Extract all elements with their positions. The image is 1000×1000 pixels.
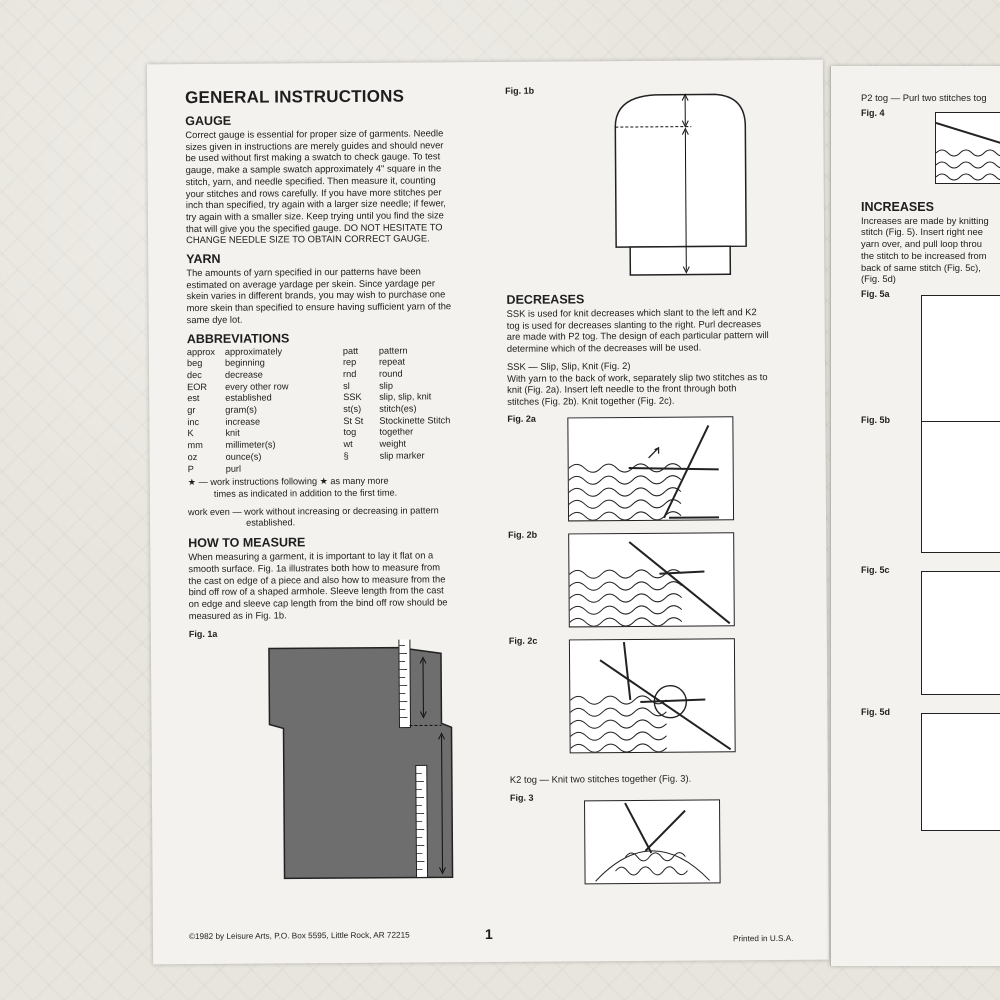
text-line: more skein than specified to ensure having sufficient yarn of the [186, 300, 452, 314]
needles [628, 425, 719, 518]
needles [600, 641, 731, 750]
increases-heading: INCREASES [861, 199, 934, 214]
text-line: stitches (Fig. 2b). Knit together (Fig. 2c). [507, 394, 675, 407]
abbreviation-meaning: increase [225, 416, 261, 427]
abbreviation-abbr: oz [187, 451, 198, 462]
abbreviation-meaning: slip [379, 380, 393, 391]
work-even-line: work even — work without increasing or decreasing in pattern [187, 505, 439, 517]
fig-4-illustration [935, 112, 1000, 184]
needles [625, 803, 685, 853]
gauge-heading: GAUGE [185, 113, 232, 129]
abbreviation-abbr: St St [343, 415, 364, 426]
footer-copyright: ©1982 by Leisure Arts, P.O. Box 5595, Little Rock, AR 72215 [188, 930, 410, 942]
abbreviation-abbr: approx [186, 346, 216, 357]
p2tog-text: P2 tog — Purl two stitches tog [861, 92, 987, 103]
star-note-line: times as indicated in addition to the first time. [213, 487, 398, 499]
fig-5d-illustration [921, 713, 1000, 831]
booklet-page-left [147, 60, 829, 965]
abbreviation-abbr: beg [186, 358, 203, 369]
work-even-note [188, 505, 488, 531]
abbreviation-meaning [380, 462, 488, 474]
abbreviation-meaning: purl [225, 463, 242, 474]
abbreviation-abbr: dec [187, 369, 202, 381]
page-title: GENERAL INSTRUCTIONS [185, 86, 405, 108]
abbreviation-abbr: inc [187, 416, 200, 427]
abbreviation-abbr [344, 462, 380, 474]
text-line: the cast on edge of a piece and also how to measure from the [188, 572, 446, 586]
stitch-rows [569, 463, 681, 520]
fig-4-label: Fig. 4 [861, 107, 885, 118]
text-line: bind off row of a shaped armhole. Sleeve length from the cast [188, 584, 444, 598]
fig-5b-label: Fig. 5b [861, 414, 890, 425]
abbreviation-abbr: est [187, 393, 200, 404]
gauge-paragraph [185, 127, 486, 246]
yarn-heading: YARN [186, 251, 221, 267]
fabric-edge [595, 851, 709, 882]
text-line: The amounts of yarn specified in our patterns have been [186, 265, 421, 279]
abbreviation-abbr: rnd [342, 368, 357, 379]
text-line: inch than specified, try again with a larger size needle; if fewer, [185, 197, 446, 211]
stitch-rows [569, 569, 681, 626]
fig-2c-label: Fig. 2c [508, 635, 538, 646]
k2tog-text: K2 tog — Knit two stitches together (Fig. 3). [509, 772, 692, 785]
abbreviation-meaning: slip, slip, knit [379, 391, 432, 403]
abbreviation-meaning: Stockinette Stitch [379, 415, 451, 426]
star-note-line: ★ — work instructions following ★ as many more [187, 475, 389, 488]
text-line: When measuring a garment, it is important to lay it flat on a [188, 549, 434, 563]
fig-1a-body-diagram [229, 639, 481, 881]
abbreviation-meaning: every other row [225, 381, 289, 392]
text-line: yarn over, and pull loop throu [861, 238, 982, 250]
text-line: measured as in Fig. 1b. [188, 609, 287, 621]
text-line: knit (Fig. 2a). Insert left needle to the front through both [507, 382, 737, 396]
abbreviation-meaning: beginning [224, 357, 265, 369]
fig-1a-label: Fig. 1a [188, 629, 218, 640]
abbreviation-meaning: repeat [378, 356, 406, 368]
text-line: back of same stitch (Fig. 5c), [861, 261, 981, 273]
abbreviation-abbr: tog [343, 427, 357, 438]
fig-5d-label: Fig. 5d [861, 706, 890, 717]
how-to-measure-heading: HOW TO MEASURE [188, 535, 306, 551]
text-line: your stitches and rows carefully. If you have more stitches per [185, 185, 442, 199]
abbreviation-abbr: SSK [343, 392, 362, 403]
text-line: the stitch to be increased from [861, 249, 987, 261]
text-line: skein varies in different brands, you may wish to purchase one [186, 288, 446, 302]
abbreviations-table [187, 345, 488, 476]
text-line: stitch, yarn, and needle specified. Then measure it, counting [185, 174, 436, 187]
text-line: SSK — Slip, Slip, Knit (Fig. 2) [506, 359, 631, 372]
fig-5c-label: Fig. 5c [861, 564, 890, 575]
fig-2c-illustration [569, 638, 736, 753]
abbreviation-abbr: st(s) [343, 403, 362, 415]
text-line: try again with a smaller size. Keep trying until you find the size [185, 209, 444, 223]
fig-1b-label: Fig. 1b [505, 85, 535, 96]
right-page-column [861, 92, 1000, 831]
text-line: sizes given in instructions are merely guides and should never [185, 139, 444, 152]
fig-5c-illustration [921, 571, 1000, 695]
stitch-rows [570, 695, 666, 752]
booklet-page-right [830, 66, 1000, 966]
text-line: on edge and sleeve cap length from the bind off row should be [188, 596, 448, 609]
abbreviation-meaning: together [379, 426, 414, 438]
decreases-heading: DECREASES [506, 292, 585, 307]
purl-stitches-4 [936, 113, 1000, 183]
text-line: that will give you the specified gauge. DO NOT HESITATE TO [185, 220, 443, 234]
work-even-line: established. [246, 517, 296, 529]
text-line: gauge, make a sample swatch approximately 4" square in the [185, 162, 442, 176]
abbreviation-meaning: pattern [378, 345, 408, 356]
abbreviation-abbr: gr [187, 405, 196, 416]
abbreviations-heading: ABBREVIATIONS [186, 330, 290, 346]
text-line: estimated on average yardage per skein. Since yardage per [186, 277, 436, 290]
decreases-paragraph [507, 306, 807, 355]
abbreviation-meaning: ounce(s) [225, 451, 262, 462]
text-line: smooth surface. Fig. 1a illustrates both how to measure from [188, 561, 441, 574]
sleeve-cuff [630, 246, 730, 275]
abbreviation-abbr: EOR [187, 381, 208, 392]
fig-2a-label: Fig. 2a [507, 413, 536, 424]
fig-3-label: Fig. 3 [509, 793, 534, 804]
abbreviation-meaning: decrease [225, 369, 263, 380]
text-line: same dye lot. [186, 313, 243, 325]
star-note [188, 475, 488, 501]
footer-printed: Printed in U.S.A. [732, 933, 794, 944]
right-column [505, 84, 811, 885]
knit-stitches-2c [570, 639, 735, 752]
yarn-paragraph [186, 265, 486, 326]
abbreviation-meaning: stitch(es) [379, 403, 417, 414]
abbreviation-abbr: P [187, 463, 194, 474]
text-line: tog is used for decreases slanting to the right. Purl decreases [506, 317, 762, 331]
knit-stitches-2a [568, 417, 733, 520]
fig-5a-label: Fig. 5a [861, 288, 890, 299]
abbreviation-meaning: gram(s) [225, 404, 257, 415]
text-line: be used without first making a swatch to check gauge. To test [185, 150, 441, 164]
abbreviation-abbr: wt [343, 439, 353, 450]
fig-2b-illustration [568, 532, 735, 627]
fig-3-illustration [584, 800, 721, 885]
abbreviation-abbr: patt [342, 345, 359, 356]
abbreviation-abbr: sl [343, 380, 350, 391]
ssk-paragraph [507, 359, 807, 408]
measure-paragraph [188, 549, 488, 621]
page-number: 1 [484, 925, 493, 943]
abbreviation-abbr: § [343, 450, 349, 461]
abbreviation-abbr: rep [342, 357, 357, 368]
abbreviation-meaning: slip marker [379, 450, 425, 461]
text-line: are made with P2 tog. The design of each particular pattern will [506, 329, 769, 343]
abbreviation-meaning: approximately [224, 345, 283, 357]
text-line: CHANGE NEEDLE SIZE TO OBTAIN CORRECT GAUGE. [186, 232, 430, 246]
abbreviation-meaning: millimeter(s) [225, 439, 276, 451]
arrow-icon [649, 447, 659, 457]
fig-5a-illustration [921, 295, 1000, 423]
text-line: determine which of the decreases will be used. [506, 341, 702, 354]
abbreviation-meaning: knit [225, 428, 240, 439]
abbreviation-abbr: K [187, 428, 194, 439]
text-line: With yarn to the back of work, separately slip two stitches as to [507, 370, 768, 384]
ruler-upper [399, 639, 411, 728]
increases-paragraph [861, 215, 1000, 285]
abbreviation-meaning: weight [379, 438, 407, 449]
knit-stitches-3 [585, 801, 720, 884]
fig-1b-sleeve-diagram [575, 86, 776, 277]
text-line: (Fig. 5d) [861, 273, 896, 285]
text-line: SSK is used for knit decreases which slant to the left and K2 [506, 306, 757, 319]
left-column [185, 86, 491, 886]
fig-5b-illustration [921, 421, 1000, 553]
text-line: Increases are made by knitting [861, 214, 989, 226]
knit-stitches-2b [569, 533, 734, 626]
fig-2a-illustration [567, 416, 734, 521]
abbreviation-meaning: round [378, 368, 403, 379]
abbreviation-abbr: mm [187, 440, 203, 451]
text-line: Correct gauge is essential for proper size of garments. Needle [185, 127, 444, 141]
fig-2b-label: Fig. 2b [508, 529, 538, 540]
text-line: stitch (Fig. 5). Insert right nee [861, 226, 983, 238]
abbreviation-meaning: established [225, 392, 272, 404]
sleeve-shape [615, 94, 746, 247]
